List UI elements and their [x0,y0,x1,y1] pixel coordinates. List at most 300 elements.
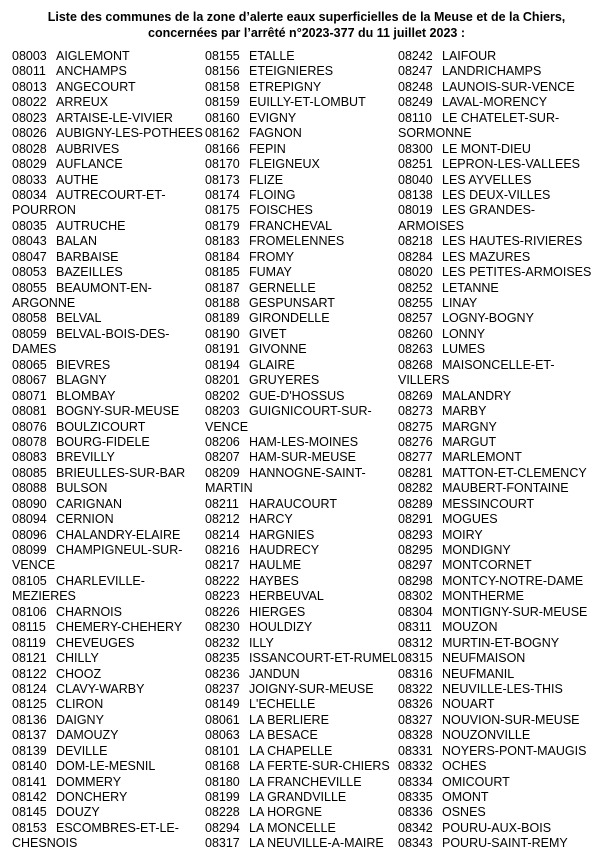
commune-name: CHALANDRY-ELAIRE [56,527,181,542]
commune-code: 08188 [205,296,240,310]
commune-entry [398,620,591,635]
commune-code: 08315 [398,651,433,666]
commune-code: 08055 [12,280,47,295]
commune-name: LONNY [442,326,486,341]
commune-code: 08139 [12,743,47,758]
commune-name: MURTIN-ET-BOGNY [442,635,560,650]
commune-entry [398,605,591,620]
commune-name: HANNOGNE-SAINT- [249,465,366,480]
commune-entry [205,821,397,836]
commune-name: MOUZON [442,620,498,635]
commune-code: 08173 [205,172,240,187]
commune-code: 08149 [205,697,240,712]
commune-entry [205,265,397,280]
commune-name: BARBAISE [56,249,119,264]
commune-entry [12,450,203,465]
commune-name: MARGNY [442,419,497,434]
commune-code: 08003 [12,49,47,63]
commune-entry [398,404,591,419]
commune-entry [205,466,397,481]
commune-code: 08158 [205,79,240,94]
commune-name: EVIGNY [249,110,297,125]
commune-name-continuation: MEZIERES [12,589,76,604]
commune-name: BREVILLY [56,450,115,465]
commune-entry [12,543,203,558]
commune-entry [205,728,397,743]
commune-name: GIVET [249,326,287,341]
commune-name: HOULDIZY [249,620,313,635]
commune-name: CHILLY [56,651,99,666]
commune-entry [398,358,591,373]
commune-entry [205,373,397,388]
commune-code: 08211 [205,496,239,511]
commune-entry [398,435,591,450]
commune-code: 08277 [398,450,433,465]
commune-name: AUBRIVES [56,141,120,156]
commune-code: 08187 [205,280,240,295]
commune-entry [12,157,203,172]
commune-code: 08189 [205,311,240,326]
commune-code: 08160 [205,110,240,125]
commune-code: 08063 [205,728,240,743]
commune-entry [12,389,203,404]
commune-entry [205,528,397,543]
commune-name: GERNELLE [249,280,316,295]
commune-entry [12,49,203,64]
commune-entry [398,636,591,651]
commune-name: OCHES [442,759,487,774]
commune-code: 08110 [398,110,432,125]
commune-entry [205,64,397,79]
commune-code: 08137 [12,728,47,743]
commune-code: 08199 [205,790,240,804]
commune-name: LAVAL-MORENCY [442,95,548,110]
commune-entry [205,605,397,620]
commune-entry [398,589,591,604]
commune-code: 08141 [12,774,47,789]
commune-name: NOUZONVILLE [442,728,531,743]
commune-entry [12,744,203,759]
commune-name: BRIEULLES-SUR-BAR [56,465,186,480]
commune-code: 08300 [398,141,433,156]
commune-entry [398,327,591,342]
commune-code: 08124 [12,681,47,696]
commune-name: BOURG-FIDELE [56,434,150,449]
commune-entry [205,713,397,728]
commune-entry [12,373,203,388]
commune-code: 08053 [12,265,47,280]
commune-code: 08083 [12,450,47,465]
title-line-2: concernées par l’arrêté n°2023-377 du 11 juillet 2023 : [148,25,465,40]
commune-entry [205,203,397,218]
commune-name: BELVAL [56,311,102,326]
commune-code: 08331 [398,743,433,758]
commune-entry [12,173,203,188]
commune-code: 08115 [12,620,46,635]
commune-name: LE MONT-DIEU [442,141,531,156]
commune-name: FEPIN [249,141,286,156]
commune-code: 08342 [398,820,433,835]
commune-name: ESCOMBRES-ET-LE- [56,820,179,835]
commune-entry [398,836,591,851]
commune-name: CERNION [56,512,114,527]
commune-entry [205,775,397,790]
commune-code: 08216 [205,543,240,557]
commune-name: NOUART [442,697,495,712]
commune-code: 08028 [12,141,47,156]
commune-entry [398,173,591,188]
commune-code: 08282 [398,481,433,496]
commune-entry [398,744,591,759]
commune-code: 08067 [12,373,47,388]
commune-name-continuation: CHESNOIS [12,836,78,851]
commune-name: HAYBES [249,573,299,588]
commune-code: 08343 [398,836,433,851]
commune-entry [12,667,203,682]
commune-entry [205,589,397,604]
commune-entry [12,697,203,712]
commune-name: DEVILLE [56,743,108,758]
commune-name: FROMY [249,249,295,264]
commune-code: 08336 [398,805,433,820]
commune-entry [12,821,203,836]
commune-name: LETANNE [442,280,499,295]
commune-code: 08328 [398,728,433,743]
commune-code: 08011 [12,64,46,79]
commune-name: MATTON-ET-CLEMENCY [442,465,587,480]
commune-name: LINAY [442,296,478,310]
commune-name: MONDIGNY [442,543,511,557]
commune-name: FLEIGNEUX [249,157,320,172]
commune-name: LA HORGNE [249,805,322,820]
commune-code: 08212 [205,512,240,527]
commune-name-continuation: ARGONNE [12,296,76,310]
commune-entry [398,466,591,481]
commune-name: ANCHAMPS [56,64,127,79]
commune-name: HAULME [249,558,302,573]
commune-code: 08268 [398,357,433,372]
commune-code: 08168 [205,759,240,774]
commune-entry [398,250,591,265]
commune-entry [205,651,397,666]
commune-name: MONTHERME [442,589,524,604]
commune-code: 08276 [398,434,433,449]
commune-code: 08170 [205,157,240,172]
commune-name: FLIZE [249,172,284,187]
commune-code: 08020 [398,265,433,280]
commune-entry [398,342,591,357]
commune-code: 08081 [12,404,47,419]
commune-column-3 [398,49,591,852]
commune-name: BOGNY-SUR-MEUSE [56,404,180,419]
commune-name: FROMELENNES [249,234,345,249]
commune-code: 08203 [205,404,240,419]
commune-code: 08179 [205,218,240,233]
commune-entry [205,80,397,95]
commune-code: 08094 [12,512,47,527]
commune-name: MESSINCOURT [442,496,535,511]
commune-entry [205,790,397,805]
commune-code: 08159 [205,95,240,110]
commune-name: LAUNOIS-SUR-VENCE [442,79,575,94]
commune-code: 08191 [205,342,240,357]
commune-code: 08275 [398,419,433,434]
commune-name: GIRONDELLE [249,311,330,326]
commune-code: 08076 [12,419,47,434]
commune-name-continuation: POURRON [12,203,76,218]
commune-name: BULSON [56,481,108,496]
commune-entry [398,497,591,512]
commune-code: 08294 [205,820,240,835]
commune-name: HERBEUVAL [249,589,324,604]
commune-entry [205,281,397,296]
commune-entry [398,281,591,296]
commune-name: LOGNY-BOGNY [442,311,534,326]
commune-entry [205,805,397,820]
commune-code: 08223 [205,589,240,604]
commune-entry [205,142,397,157]
commune-name: LAIFOUR [442,49,497,63]
commune-entry [12,234,203,249]
commune-code: 08138 [398,187,433,202]
commune-entry [398,697,591,712]
commune-code: 08242 [398,49,433,63]
commune-entry [205,744,397,759]
commune-name: JANDUN [249,666,300,681]
commune-name: LUMES [442,342,486,357]
commune-entry [12,775,203,790]
commune-code: 08058 [12,311,47,326]
commune-name: GRUYERES [249,373,320,388]
commune-code: 08061 [205,712,240,727]
commune-entry [12,497,203,512]
commune-name: DOMMERY [56,774,122,789]
commune-name-continuation: VILLERS [398,373,450,388]
commune-code: 08297 [398,558,433,573]
commune-name: ETREPIGNY [249,79,322,94]
commune-entry [205,836,397,851]
commune-name: GIVONNE [249,342,307,357]
commune-entry [12,64,203,79]
commune-entry [205,682,397,697]
commune-name: MOIRY [442,527,483,542]
commune-name: MAISONCELLE-ET- [442,357,555,372]
commune-entry [12,358,203,373]
commune-code: 08088 [12,481,47,496]
commune-column-2 [205,49,397,852]
commune-name: MOGUES [442,512,498,527]
commune-entry [12,404,203,419]
commune-code: 08281 [398,465,433,480]
commune-code: 08101 [205,743,240,758]
commune-entry [12,250,203,265]
commune-name: OMICOURT [442,774,510,789]
commune-entry [12,759,203,774]
commune-entry [12,620,203,635]
commune-entry [398,821,591,836]
commune-entry [12,219,203,234]
commune-code: 08295 [398,543,433,557]
commune-name: ANGECOURT [56,79,136,94]
commune-name: AUTHE [56,172,99,187]
commune-code: 08311 [398,620,432,635]
commune-code: 08222 [205,573,240,588]
commune-entry [398,296,591,311]
document-title [0,10,613,41]
commune-name: HAM-LES-MOINES [249,434,359,449]
commune-entry [398,203,591,218]
commune-code: 08065 [12,357,47,372]
commune-code: 08322 [398,681,433,696]
commune-entry [205,234,397,249]
commune-entry [205,327,397,342]
commune-name: GESPUNSART [249,296,335,310]
commune-name: BELVAL-BOIS-DES- [56,326,170,341]
commune-code: 08090 [12,496,47,511]
commune-entry [12,111,203,126]
commune-code: 08040 [398,172,433,187]
commune-code: 08327 [398,712,433,727]
commune-entry [12,481,203,496]
commune-entry [12,466,203,481]
commune-name: POURU-AUX-BOIS [442,820,552,835]
commune-code: 08047 [12,249,47,264]
commune-name: BLAGNY [56,373,107,388]
commune-entry [398,157,591,172]
commune-name: HAM-SUR-MEUSE [249,450,356,465]
commune-name: BEAUMONT-EN- [56,280,152,295]
commune-code: 08022 [12,95,47,110]
commune-name: CHARNOIS [56,604,122,619]
commune-entry [398,265,591,280]
commune-entry [12,713,203,728]
commune-code: 08185 [205,265,240,280]
commune-entry [398,188,591,203]
commune-code: 08232 [205,635,240,650]
commune-name: HARAUCOURT [249,496,337,511]
commune-entry [205,667,397,682]
commune-name: LA MONCELLE [249,820,336,835]
commune-code: 08033 [12,172,47,187]
commune-name: LANDRICHAMPS [442,64,542,79]
commune-entry [398,667,591,682]
commune-code: 08043 [12,234,47,249]
commune-code: 08248 [398,79,433,94]
commune-code: 08184 [205,249,240,264]
commune-code: 08257 [398,311,433,326]
commune-name: ARREUX [56,95,109,110]
commune-name: MONTCY-NOTRE-DAME [442,573,584,588]
commune-name: HARGNIES [249,527,315,542]
commune-entry [205,759,397,774]
commune-code: 08260 [398,326,433,341]
commune-name: ETALLE [249,49,295,63]
commune-entry [12,435,203,450]
commune-code: 08326 [398,697,433,712]
commune-code: 08078 [12,434,47,449]
commune-code: 08136 [12,712,47,727]
commune-code: 08304 [398,604,433,619]
commune-code: 08255 [398,296,433,310]
commune-entry [12,728,203,743]
commune-code: 08202 [205,388,240,403]
commune-code: 08237 [205,681,240,696]
commune-name: DOM-LE-MESNIL [56,759,156,774]
commune-code: 08099 [12,543,47,557]
commune-entry [12,311,203,326]
commune-entry [398,64,591,79]
commune-name: GLAIRE [249,357,295,372]
commune-entry [12,126,203,141]
commune-name: MARBY [442,404,487,419]
commune-code: 08183 [205,234,240,249]
commune-entry [398,528,591,543]
commune-entry [205,157,397,172]
commune-name: HAUDRECY [249,543,320,557]
commune-code: 08142 [12,790,47,804]
commune-name: AIGLEMONT [56,49,130,63]
commune-code: 08119 [12,635,46,650]
commune-name: POURU-SAINT-REMY [442,836,568,851]
commune-entry [205,558,397,573]
commune-name: LEPRON-LES-VALLEES [442,157,581,172]
commune-entry [205,296,397,311]
commune-entry [398,49,591,64]
commune-entry [398,790,591,805]
commune-entry [205,219,397,234]
commune-entry [12,327,203,342]
commune-name-continuation: DAMES [12,342,57,357]
commune-code: 08218 [398,234,433,249]
commune-name: CHAMPIGNEUL-SUR- [56,543,183,557]
commune-code: 08162 [205,126,240,141]
commune-name: GUE-D'HOSSUS [249,388,345,403]
commune-entry [205,173,397,188]
commune-code: 08122 [12,666,47,681]
commune-name-continuation: VENCE [12,558,56,573]
commune-entry [12,95,203,110]
commune-entry [205,404,397,419]
commune-name-continuation: MARTIN [205,481,253,496]
commune-code: 08335 [398,790,433,804]
commune-name: NOUVION-SUR-MEUSE [442,712,580,727]
commune-name: FRANCHEVAL [249,218,333,233]
commune-entry [205,95,397,110]
commune-code: 08121 [12,651,47,666]
commune-name: FOISCHES [249,203,313,218]
commune-code: 08106 [12,604,47,619]
commune-code: 08235 [205,651,240,666]
commune-entry [398,651,591,666]
commune-name: CHOOZ [56,666,102,681]
commune-code: 08029 [12,157,47,172]
commune-code: 08249 [398,95,433,110]
commune-name: BLOMBAY [56,388,116,403]
commune-entry [12,281,203,296]
commune-name: NEUFMAISON [442,651,526,666]
commune-code: 08180 [205,774,240,789]
commune-entry [398,234,591,249]
commune-code: 08201 [205,373,240,388]
commune-code: 08252 [398,280,433,295]
commune-code: 08273 [398,404,433,419]
commune-entry [398,142,591,157]
commune-name: BIEVRES [56,357,111,372]
commune-column-1 [12,49,203,852]
commune-code: 08013 [12,79,47,94]
commune-name: LA FRANCHEVILLE [249,774,362,789]
commune-name: MAUBERT-FONTAINE [442,481,569,496]
